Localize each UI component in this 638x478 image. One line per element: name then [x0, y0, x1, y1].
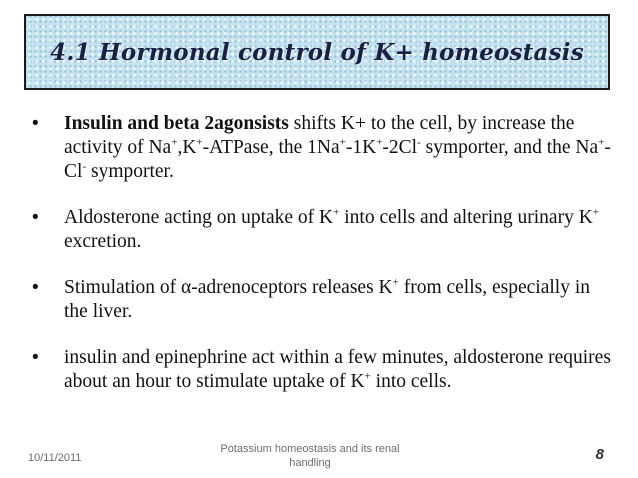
bullet-text: symporter, and the Na	[420, 137, 599, 158]
bullet-text: into cells and altering urinary K	[339, 207, 593, 228]
bullet-text: -Cl	[64, 137, 611, 182]
superscript: +	[376, 136, 383, 149]
bullet-text: -1K	[345, 137, 377, 158]
superscript: +	[364, 370, 371, 383]
bullet-text: symporter.	[86, 161, 174, 182]
bullet-text: from cells, especially in the liver.	[64, 277, 590, 322]
superscript: -	[82, 160, 87, 173]
bullet-text: -ATPase, the 1Na	[202, 137, 340, 158]
title-banner	[24, 14, 610, 90]
footer-title: Potassium homeostasis and its renal handling	[220, 443, 400, 469]
bullet-text: Aldosterone acting on uptake of K	[64, 207, 334, 228]
footer-date: 10/11/2011	[28, 452, 82, 464]
bullet-item-timing	[32, 346, 612, 394]
superscript: +	[333, 206, 340, 219]
bullet-text: -2Cl	[382, 137, 418, 158]
bullet-bold-lead: Insulin and beta 2agonsists	[64, 113, 289, 134]
superscript: -	[417, 136, 421, 149]
bullet-text: insulin and epinephrine act within a few minutes, aldosterone requires about an hour to stimulate uptake of K	[64, 347, 611, 392]
superscript: +	[171, 136, 178, 149]
bullet-item-aldosterone	[32, 206, 612, 254]
bullet-list	[32, 112, 612, 416]
bullet-text: ,K	[177, 137, 197, 158]
superscript: +	[592, 206, 600, 219]
superscript: +	[392, 276, 399, 289]
bullet-text: shifts K+ to the cell, by increase the activity of Na	[64, 113, 575, 158]
bullet-text: excretion.	[64, 231, 142, 252]
bullet-text: into cells.	[370, 371, 452, 392]
superscript: +	[598, 136, 605, 149]
superscript: +	[339, 136, 346, 149]
bullet-item-insulin	[32, 112, 612, 184]
bullet-item-alpha-adrenoceptors	[32, 276, 612, 324]
page-number: 8	[595, 446, 604, 463]
superscript: +	[196, 136, 203, 149]
slide-title: 4.1 Hormonal control of K+ homeostasis	[50, 38, 584, 66]
bullet-text: Stimulation of α-adrenoceptors releases K	[64, 277, 393, 298]
